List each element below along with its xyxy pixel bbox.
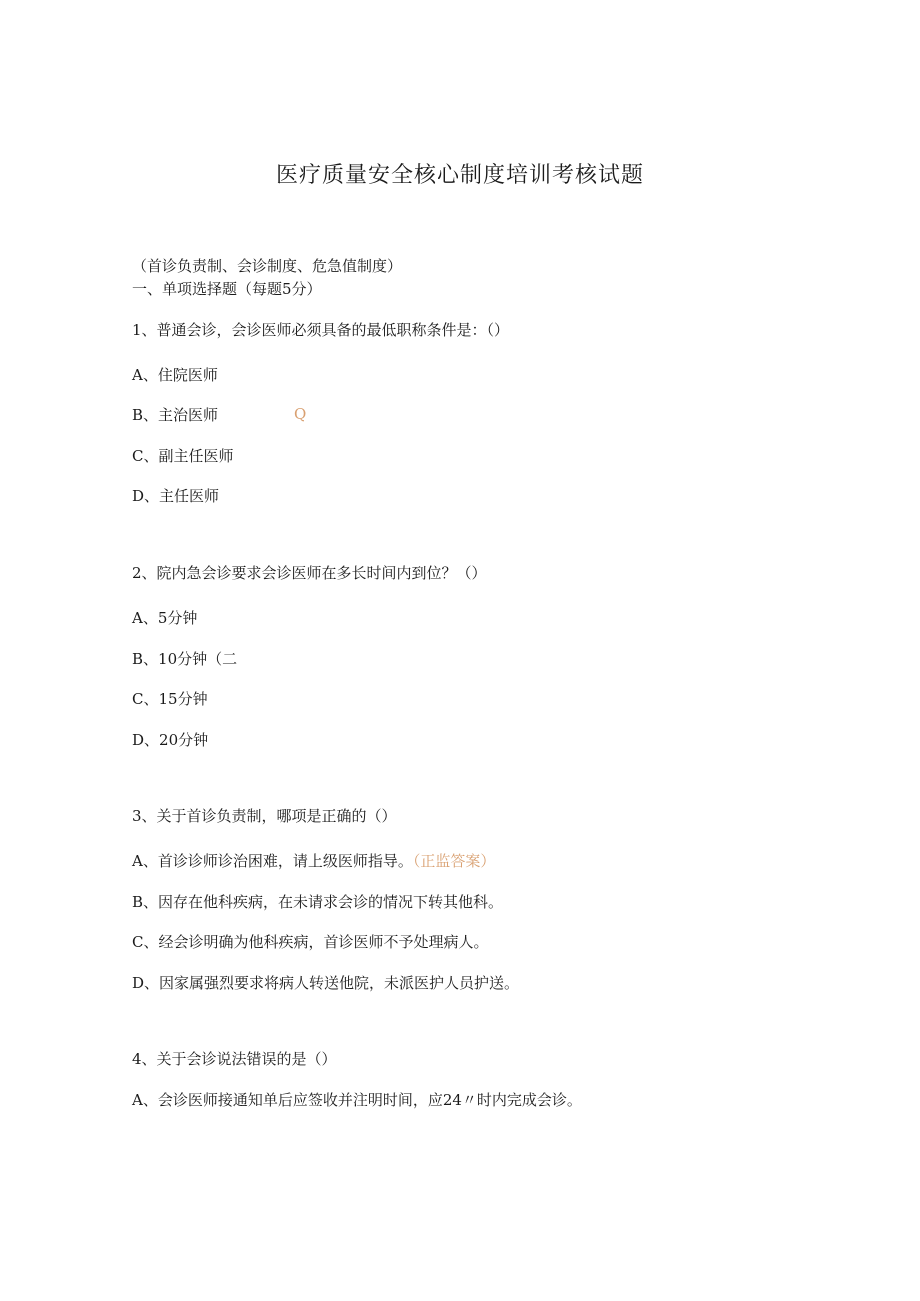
- question-3-answer-note: （正监答案）: [412, 852, 496, 870]
- document-title: 医疗质量安全核心制度培训考核试题: [275, 163, 644, 188]
- question-1-stem: 1、普通会诊，会诊医师必须具备的最低职称条件是：（）: [132, 321, 510, 339]
- question-2-option-a: A、5分钟: [132, 609, 198, 627]
- question-3-option-c: C、经会诊明确为他科疾病，首诊医师不予处理病人。: [132, 933, 489, 951]
- question-1-answer-mark: Q: [294, 405, 307, 423]
- question-1-option-a: A、住院医师: [132, 366, 218, 384]
- question-3-option-d: D、因家属强烈要求将病人转送他院，未派医护人员护送。: [132, 974, 520, 992]
- question-1-option-b: B、主治医师: [132, 406, 219, 424]
- question-4-option-a: A、会诊医师接通知单后应签收并注明时间，应24〃时内完成会诊。: [132, 1091, 582, 1109]
- question-3-option-b: B、因存在他科疾病，在未请求会诊的情况下转其他科。: [132, 893, 504, 911]
- question-3-option-a: [132, 851, 495, 871]
- question-3-stem: 3、关于首诊负责制，哪项是正确的（）: [132, 807, 397, 825]
- section-heading: 一、单项选择题（每题5分）: [132, 280, 322, 298]
- question-2-option-b: B、10分钟（二: [132, 650, 238, 668]
- question-2-stem: 2、院内急会诊要求会诊医师在多长时间内到位？（）: [132, 564, 487, 582]
- question-2-option-c: C、15分钟: [132, 690, 208, 708]
- scope-note: （首诊负责制、会诊制度、危急值制度）: [132, 257, 403, 275]
- question-4-stem: 4、关于会诊说法错误的是（）: [132, 1050, 337, 1068]
- question-2-option-d: D、20分钟: [132, 731, 209, 749]
- question-1-option-d: D、主任医师: [132, 487, 220, 505]
- question-3-option-a-text: A、首诊诊师诊治困难，请上级医师指导。: [132, 852, 413, 870]
- question-1-option-c: C、副主任医师: [132, 447, 234, 465]
